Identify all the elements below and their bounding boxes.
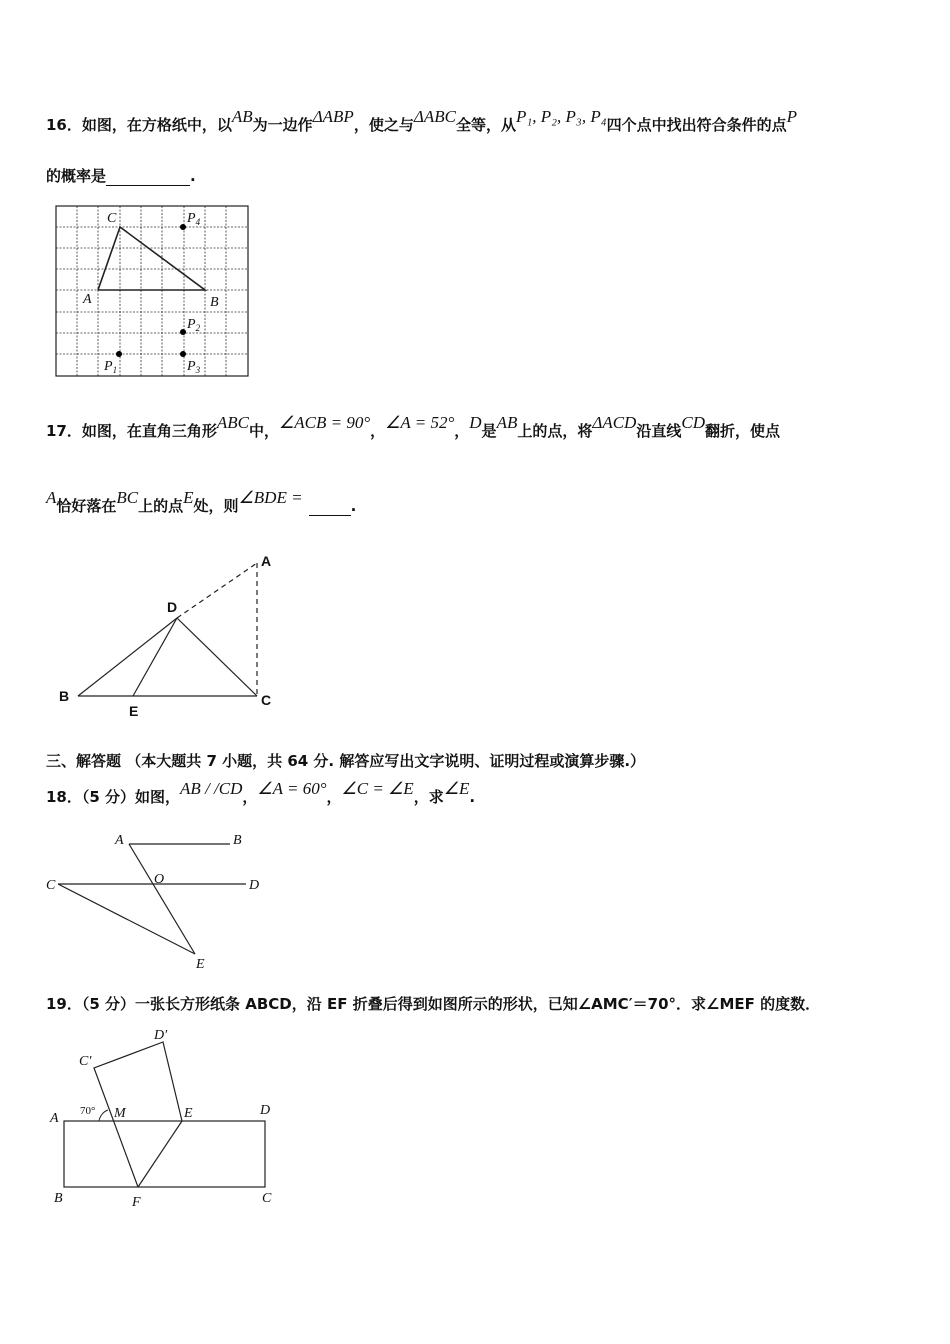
- q17-triangle-figure: [55, 552, 280, 722]
- q17-math: E: [183, 488, 194, 507]
- label-o: O: [154, 872, 165, 887]
- label-a: A: [50, 1111, 59, 1126]
- label-c: C: [46, 878, 56, 893]
- q17-text: 恰好落在: [56, 497, 117, 515]
- answer-blank[interactable]: [106, 167, 190, 186]
- q17-text: 处，则: [193, 497, 239, 515]
- answer-blank[interactable]: [309, 497, 351, 516]
- label-c: C: [107, 211, 117, 226]
- q18-text: ，求: [413, 788, 444, 806]
- q16-line1: [46, 107, 798, 135]
- q17-text: 沿直线: [636, 422, 682, 440]
- q17-math: ∠ACB = 90°: [279, 413, 371, 432]
- q16-text: ，使之与: [353, 116, 414, 134]
- q18-text: ，: [326, 788, 342, 806]
- q16-text: 四个点中找出符合条件的点: [606, 116, 787, 134]
- q17-text: 中，: [249, 422, 280, 440]
- q19-line: [46, 993, 820, 1014]
- q17-line2: [46, 488, 357, 516]
- q16-math-abp: ΔABP: [312, 107, 354, 126]
- q16-math-p: P: [786, 107, 798, 126]
- q18-parallel-figure: [42, 826, 272, 974]
- label-d: D: [249, 878, 260, 893]
- q17-math: CD: [681, 413, 705, 432]
- label-b: B: [233, 833, 242, 848]
- q16-line2: [46, 165, 196, 186]
- label-e: E: [196, 957, 205, 972]
- label-b: B: [210, 295, 219, 310]
- label-e: E: [129, 703, 139, 719]
- section-heading: 三、解答题 （本大题共 7 小题，共 64 分. 解答应写出文字说明、证明过程或演算步骤.）: [46, 752, 646, 770]
- label-p3: $P_3$: [187, 359, 201, 375]
- q19-number: 19．: [46, 995, 82, 1013]
- label-a: A: [261, 553, 272, 569]
- q16-text: 为一边作: [252, 116, 313, 134]
- label-d: D: [260, 1103, 271, 1118]
- q19-text: （5 分）一张长方形纸条 ABCD，沿 EF 折叠后得到如图所示的形状，已知∠AMC′＝70°．求∠MEF 的度数．: [81, 995, 821, 1013]
- label-p1: $P_1$: [104, 359, 118, 375]
- q17-math: ΔACD: [592, 413, 637, 432]
- q17-math: ∠BDE =: [238, 488, 303, 507]
- label-d-prime: D′: [154, 1028, 168, 1043]
- label-m: M: [114, 1106, 126, 1121]
- label-c-prime: C′: [79, 1054, 92, 1069]
- q17-math: BC: [116, 488, 139, 507]
- q18-math: AB / /CD: [180, 779, 243, 798]
- q17-text: 是: [481, 422, 497, 440]
- q17-text: 翻折，使点: [704, 422, 780, 440]
- label-c: C: [261, 692, 272, 708]
- label-a: A: [83, 292, 92, 307]
- q16-text: .: [190, 167, 196, 185]
- label-b: B: [59, 688, 70, 704]
- q17-text: 如图，在直角三角形: [81, 422, 217, 440]
- q18-math: ∠E: [443, 779, 470, 798]
- q18-line: [46, 779, 476, 807]
- label-a: A: [115, 833, 124, 848]
- q17-number: 17．: [46, 422, 82, 440]
- label-f: F: [132, 1195, 141, 1210]
- q18-number: 18．: [46, 788, 82, 806]
- q18-math: ∠C = ∠E: [341, 779, 414, 798]
- label-e: E: [184, 1106, 193, 1121]
- q16-text: 的概率是: [46, 167, 107, 185]
- q18-math: ∠A = 60°: [257, 779, 327, 798]
- q17-math: ABC: [216, 413, 249, 432]
- q17-text: 上的点，将: [517, 422, 593, 440]
- q16-math-ab: AB: [231, 107, 253, 126]
- label-p4: $P_4$: [187, 211, 201, 227]
- q18-text: ，: [242, 788, 258, 806]
- angle-label: 70°: [80, 1105, 96, 1117]
- q17-math: ∠A = 52°: [385, 413, 455, 432]
- q17-line1: [46, 413, 780, 441]
- q17-text: 上的点: [138, 497, 184, 515]
- q19-fold-figure: [46, 1022, 286, 1214]
- q17-math: A: [46, 488, 57, 507]
- q16-grid-figure: [52, 202, 252, 380]
- label-p2: $P_2$: [187, 317, 201, 333]
- q16-math-abc: ΔABC: [413, 107, 456, 126]
- q17-text: .: [350, 497, 357, 515]
- q17-text: ，: [454, 422, 470, 440]
- q16-number: 16．: [46, 116, 82, 134]
- q17-math: D: [469, 413, 482, 432]
- label-c: C: [262, 1191, 272, 1206]
- label-b: B: [54, 1191, 63, 1206]
- q16-math-points: P₁, P₂, P₃, P₄: [515, 107, 607, 126]
- label-d: D: [167, 599, 178, 615]
- q17-math: AB: [496, 413, 518, 432]
- q18-text: （5 分）如图，: [81, 788, 181, 806]
- q16-text: 如图，在方格纸中，以: [81, 116, 232, 134]
- q17-text: ，: [370, 422, 386, 440]
- q16-text: 全等，从: [455, 116, 516, 134]
- q18-text: .: [469, 788, 476, 806]
